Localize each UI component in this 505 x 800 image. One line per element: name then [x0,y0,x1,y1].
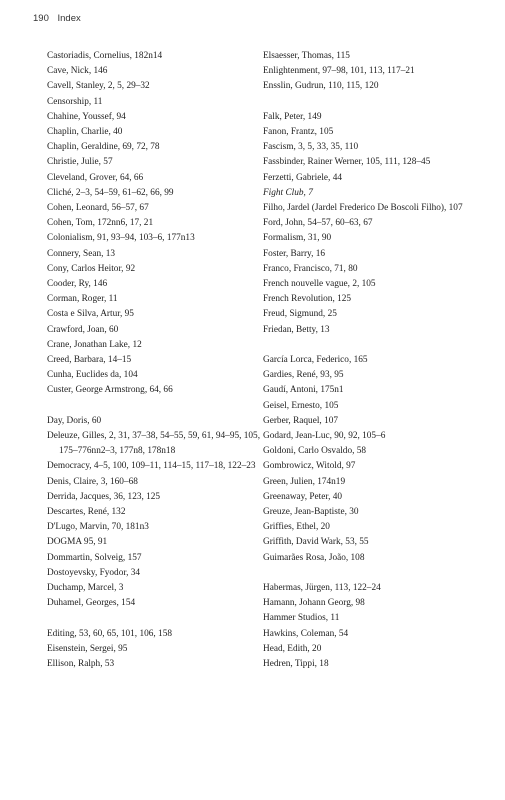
index-entry: Friedan, Betty, 13 [263,324,330,335]
index-entry: Crawford, Joan, 60 [47,324,119,335]
index-entry: Chaplin, Geraldine, 69, 72, 78 [47,142,160,153]
index-entry: Cooder, Ry, 146 [47,279,108,290]
index-entry: Chahine, Youssef, 94 [47,111,126,122]
index-entry: French Revolution, 125 [263,294,352,305]
index-entry: Formalism, 31, 90 [263,233,332,244]
index-entry: Connery, Sean, 13 [47,248,116,259]
index-entry: Day, Doris, 60 [47,415,102,426]
index-entry: Chaplin, Charlie, 40 [47,127,123,138]
index-entry: Guimarães Rosa, João, 108 [263,552,365,563]
index-entry: Gaudí, Antoni, 175n1 [263,385,344,396]
index-entry: Fight Club, 7 [263,187,313,198]
index-entry: DOGMA 95, 91 [47,537,108,548]
index-entry: Christie, Julie, 57 [47,157,113,168]
index-entry: Cunha, Euclides da, 104 [47,370,138,381]
index-entry: Griffith, David Wark, 53, 55 [263,537,369,548]
index-entry: Enlightenment, 97–98, 101, 113, 117–21 [263,66,415,77]
index-entry: Cony, Carlos Heitor, 92 [47,263,136,274]
index-entry: Hamann, Johann Georg, 98 [263,598,365,609]
index-entry: Franco, Francisco, 71, 80 [263,263,358,274]
index-entry: Cave, Nick, 146 [47,66,108,77]
letter-group-spacer [263,95,478,110]
index-entry: Foster, Barry, 16 [263,248,326,259]
index-entry: Cavell, Stanley, 2, 5, 29–32 [47,81,150,92]
letter-group-spacer [47,399,272,414]
index-entry: Green, Julien, 174n19 [263,476,346,487]
index-entry: Fanon, Frantz, 105 [263,127,334,137]
letter-group-spacer [263,338,478,353]
index-column-right [263,49,478,672]
index-entry: Descartes, René, 132 [47,507,126,518]
index-entry: Ensslin, Gudrun, 110, 115, 120 [263,81,379,92]
index-entry: Costa e Silva, Artur, 95 [47,309,134,320]
letter-group-spacer [47,612,272,627]
letter-group-spacer [263,566,478,581]
index-entry: Gombrowicz, Witold, 97 [263,461,356,472]
index-entry: Fassbinder, Rainer Werner, 105, 111, 128–45 [263,157,431,168]
index-entry: Filho, Jardel (Jardel Frederico De Boscoli Filho), 107 [263,203,463,214]
index-entry: Castoriadis, Cornelius, 182n14 [47,51,163,61]
index-entry: Cohen, Tom, 172nn6, 17, 21 [47,218,154,229]
index-entry: Elsaesser, Thomas, 115 [263,51,350,61]
index-entry: Crane, Jonathan Lake, 12 [47,339,142,350]
index-entry: Custer, George Armstrong, 64, 66 [47,385,173,396]
index-entry: Eisenstein, Sergei, 95 [47,643,128,654]
index-entry: Duhamel, Georges, 154 [47,598,136,609]
index-column-left [47,49,272,672]
index-entry: D'Lugo, Marvin, 70, 181n3 [47,522,149,533]
index-entry: Ford, John, 54–57, 60–63, 67 [263,218,373,229]
index-entry: Creed, Barbara, 14–15 [47,355,132,366]
index-entry: Head, Edith, 20 [263,643,322,654]
running-header [33,13,81,24]
index-entry: Gardies, René, 93, 95 [263,370,344,381]
index-entry: Corman, Roger, 11 [47,294,118,305]
section-title: Index [57,13,81,24]
index-entry: Dommartin, Solveig, 157 [47,552,142,563]
index-entry: Cleveland, Grover, 64, 66 [47,172,144,183]
index-entry: French nouvelle vague, 2, 105 [263,279,376,290]
index-entry: Falk, Peter, 149 [263,111,322,122]
index-entry: Habermas, Jürgen, 113, 122–24 [263,583,381,594]
index-entry: Derrida, Jacques, 36, 123, 125 [47,491,161,502]
index-entry: Griffies, Ethel, 20 [263,522,330,533]
index-entry: Geisel, Ernesto, 105 [263,400,339,411]
index-entry: Hammer Studios, 11 [263,613,340,624]
index-entry: García Lorca, Federico, 165 [263,355,368,366]
index-entry: Editing, 53, 60, 65, 101, 106, 158 [47,628,172,639]
page-number: 190 [33,13,49,24]
index-entry: Denis, Claire, 3, 160–68 [47,476,138,487]
index-entry: Hawkins, Coleman, 54 [263,628,349,639]
index-entry: Fascism, 3, 5, 33, 35, 110 [263,142,359,153]
index-entry: Goldoni, Carlo Osvaldo, 58 [263,446,367,457]
index-entry: Colonialism, 91, 93–94, 103–6, 177n13 [47,233,195,244]
index-entry: Dostoyevsky, Fyodor, 34 [47,567,141,578]
index-entry: Duchamp, Marcel, 3 [47,583,124,594]
index-entry: Democracy, 4–5, 100, 109–11, 114–15, 117–18, 122–23 [47,461,256,472]
index-entry: Cliché, 2–3, 54–59, 61–62, 66, 99 [47,187,174,198]
index-entry: Cohen, Leonard, 56–57, 67 [47,203,149,214]
index-entry: Ellison, Ralph, 53 [47,659,115,670]
index-entry: Freud, Sigmund, 25 [263,309,337,320]
index-entry: Hedren, Tippi, 18 [263,659,329,670]
index-entry: Godard, Jean-Luc, 90, 92, 105–6 [263,431,386,442]
index-entry: Greenaway, Peter, 40 [263,491,343,502]
index-entry: Deleuze, Gilles, 2, 31, 37–38, 54–55, 59, 61, 94–95, 105, 175–776nn2–3, 177n8, 178n18 [47,431,261,457]
index-entry: Ferzetti, Gabriele, 44 [263,172,342,183]
index-entry: Gerber, Raquel, 107 [263,415,339,426]
index-entry: Censorship, 11 [47,96,103,107]
index-entry: Greuze, Jean-Baptiste, 30 [263,507,359,518]
